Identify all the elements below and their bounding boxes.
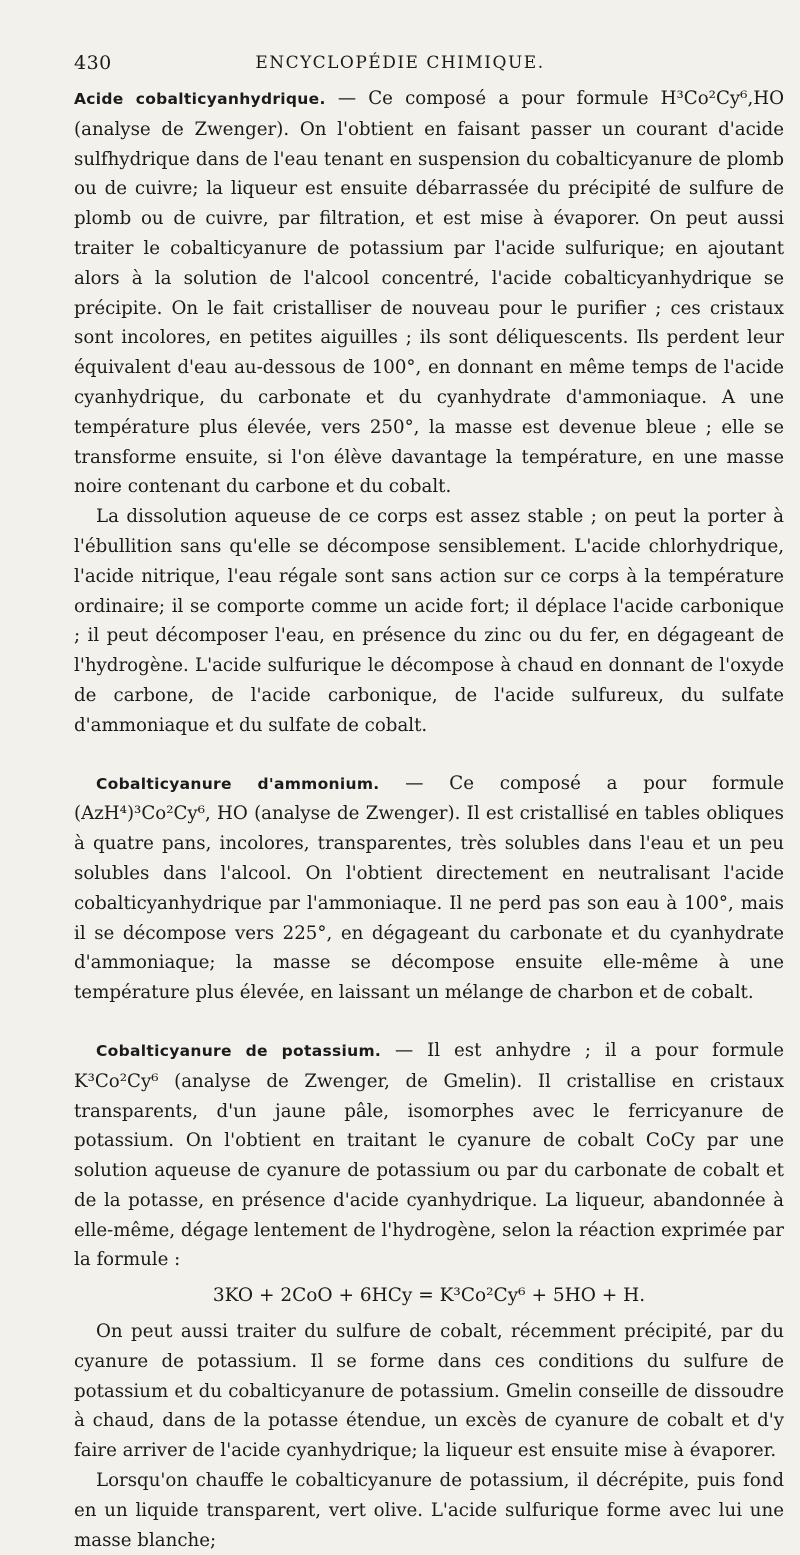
ammonium-heading: Cobalticyanure d'ammonium. bbox=[96, 774, 380, 793]
reaction-equation: 3KO + 2CoO + 6HCy = K³Co²Cy⁶ + 5HO + H. bbox=[212, 1285, 646, 1307]
ammonium-paragraph-1-text: — Ce composé a pour formule (AzH⁴)³Co²Cy⁶, HO (analyse de Zwenger). Il est cristallisé en tables obliques à quatre pans, incolores, transparentes, très solubles dans l'eau et un peu solubles dans l'alcool. On l'obtient directement en neutralisant l'acide cobalticyanhydrique par l'ammoniaque. Il ne perd pas son eau à 100°, mais il se décompose vers 225°, en dégageant du carbonate et du cyanhydrate d'ammoniaque; la masse se décompose ensuite elle-même à une température plus élevée, en laissant un mélange de charbon et de cobalt. bbox=[74, 772, 784, 1004]
section-gap bbox=[74, 1008, 784, 1036]
potassium-paragraph-2: On peut aussi traiter du sulfure de cobalt, récemment précipité, par du cyanure de potassium. Il se forme dans ces conditions du sulfure de potassium et du cobalticyanure de potassium. Gmelin conseille de dissoudre à chaud, dans de la potasse étendue, un excès de cyanure de cobalt et d'y faire arriver de l'acide cyanhydrique; la liqueur est ensuite mise à évaporer. bbox=[74, 1321, 784, 1462]
potassium-paragraph-1-text: — Il est anhydre ; il a pour formule K³Co²Cy⁶ (analyse de Zwenger, de Gmelin). Il cristallise en cristaux transparents, d'un jaune pâle, isomorphes avec le ferricyanure de potassium. On l'obtient en traitant le cyanure de cobalt CoCy par une solution aqueuse de cyanure de potassium ou par du carbonate de cobalt et de la potasse, en présence d'acide cyanhydrique. La liqueur, abandonnée à elle-même, dégage lentement de l'hydrogène, selon la réaction exprimée par la formule : bbox=[74, 1039, 784, 1271]
acide-heading: Acide cobalticyanhydrique. bbox=[74, 90, 326, 108]
acide-paragraph-2: La dissolution aqueuse de ce corps est assez stable ; on peut la porter à l'ébullition sans qu'elle se décompose sensiblement. L'acide chlorhydrique, l'acide nitrique, l'eau régale sont sans action sur ce corps à la température ordinaire; il se comporte comme un acide fort; il déplace l'acide carbonique ; il peut décomposer l'eau, en présence du zinc ou du fer, en dégageant de l'hydrogène. L'acide sulfurique le décompose à chaud en donnant de l'oxyde de carbone, de l'acide carbonique, de l'acide sulfureux, du sulfate d'ammoniaque et du sulfate de cobalt. bbox=[74, 506, 784, 736]
potassium-paragraph-1 bbox=[74, 1036, 784, 1275]
acide-paragraph-1-text: — Ce composé a pour formule H³Co²Cy⁶,HO (analyse de Zwenger). On l'obtient en faisant passer un courant d'acide sulfhydrique dans de l'eau tenant en suspension du cobalticyanure de plomb ou de cuivre; la liqueur est ensuite débarrassée du précipité de sulfure de plomb ou de cuivre, par filtration, et est mise à évaporer. On peut aussi traiter le cobalticyanure de potassium par l'acide sulfurique; en ajoutant alors à la solution de l'alcool concentré, l'acide cobalticyanhydrique se précipite. On le fait cristalliser de nouveau pour le purifier ; ces cristaux sont incolores, en petites aiguilles ; ils sont déliquescents. Ils perdent leur équivalent d'eau au-dessous de 100°, en donnant en même temps de l'acide cyanhydrique, du carbonate et du cyanhydrate d'ammoniaque. A une température plus élevée, vers 250°, la masse est devenue bleue ; elle se transforme ensuite, si l'on élève davantage la température, en une masse noire contenant du carbone et du cobalt. bbox=[74, 88, 784, 498]
page-number: 430 bbox=[74, 52, 112, 74]
potassium-paragraph-3: Lorsqu'on chauffe le cobalticyanure de potassium, il décrépite, puis fond en un liquide transparent, vert olive. L'acide sulfurique forme avec lui une masse blanche; bbox=[74, 1470, 784, 1551]
potassium-heading: Cobalticyanure de potassium. bbox=[96, 1041, 382, 1060]
running-title: ENCYCLOPÉDIE CHIMIQUE. bbox=[255, 53, 545, 73]
body-text bbox=[74, 84, 784, 1555]
page-header bbox=[0, 52, 800, 82]
ammonium-paragraph-1 bbox=[74, 769, 784, 1008]
section-gap bbox=[74, 741, 784, 769]
acide-paragraph-1 bbox=[74, 84, 784, 502]
